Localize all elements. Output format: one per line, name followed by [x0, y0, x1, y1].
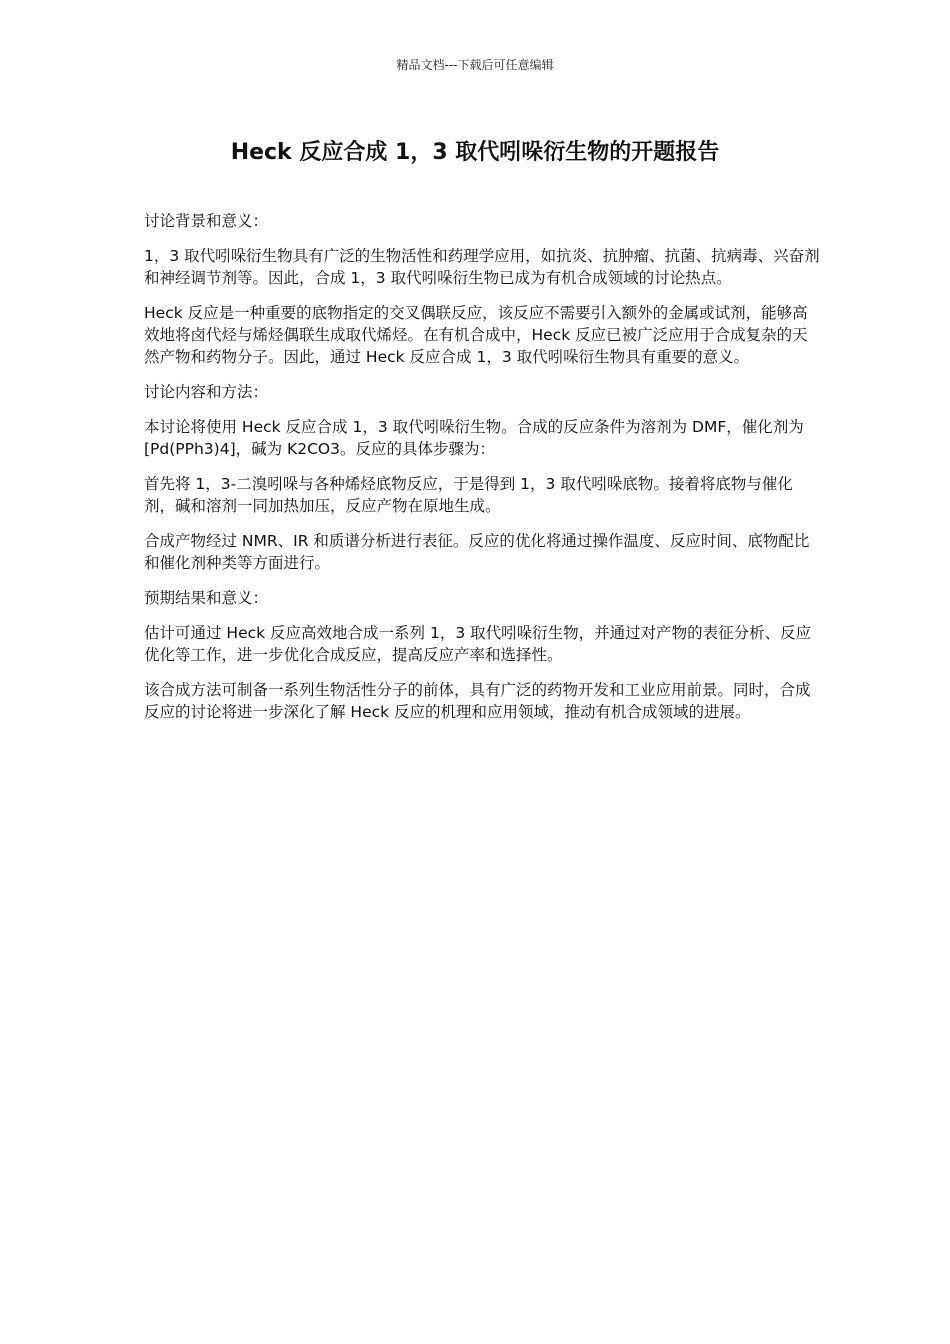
- section-heading-expected-results: 预期结果和意义：: [144, 589, 269, 607]
- paragraph-results-2: 该合成方法可制备一系列生物活性分子的前体，具有广泛的药物开发和工业应用前景。同时，合成反应的讨论将进一步深化了解 Heck 反应的机理和应用领域，推动有机合成领域的进展。: [144, 681, 811, 721]
- paragraph-background-1: 1，3 取代吲哚衍生物具有广泛的生物活性和药理学应用，如抗炎、抗肿瘤、抗菌、抗病毒、兴奋剂和神经调节剂等。因此，合成 1，3 取代吲哚衍生物已成为有机合成领域的讨论热点。: [144, 247, 820, 287]
- paragraph-methods-2: 首先将 1，3-二溴吲哚与各种烯烃底物反应，于是得到 1，3 取代吲哚底物。接着将底物与催化剂，碱和溶剂一同加热加压，反应产物在原地生成。: [144, 475, 793, 515]
- paragraph-background-2: Heck 反应是一种重要的底物指定的交叉偶联反应，该反应不需要引入额外的金属或试剂，能够高效地将卤代烃与烯烃偶联生成取代烯烃。在有机合成中，Heck 反应已被广泛应用于合成复杂的天然产物和药物分子。因此，通过 Heck 反应合成 1，3 取代吲哚衍生物具有重要的意义。: [144, 304, 808, 366]
- paragraph-methods-3: 合成产物经过 NMR、IR 和质谱分析进行表征。反应的优化将通过操作温度、反应时间、底物配比和催化剂种类等方面进行。: [144, 532, 810, 572]
- paragraph-results-1: 估计可通过 Heck 反应高效地合成一系列 1，3 取代吲哚衍生物，并通过对产物的表征分析、反应优化等工作，进一步优化合成反应，提高反应产率和选择性。: [144, 624, 812, 664]
- paragraph-methods-1: 本讨论将使用 Heck 反应合成 1，3 取代吲哚衍生物。合成的反应条件为溶剂为 DMF，催化剂为[Pd(PPh3)4]，碱为 K2CO3。反应的具体步骤为：: [144, 418, 804, 458]
- page-header-note: 精品文档---下载后可任意编辑: [396, 58, 554, 72]
- section-heading-methods: 讨论内容和方法：: [144, 383, 269, 401]
- section-heading-background: 讨论背景和意义：: [144, 212, 269, 230]
- document-body: [144, 210, 820, 736]
- document-title: Heck 反应合成 1，3 取代吲哚衍生物的开题报告: [230, 140, 720, 165]
